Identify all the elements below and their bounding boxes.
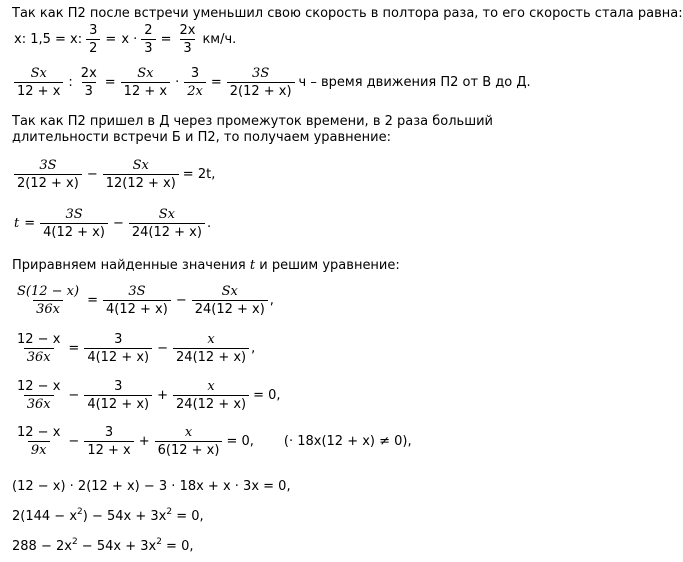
eq1-frac1: $\frac{3}{2}$ <box>86 23 100 56</box>
equation-expanded: (12 − x) · 2(12 + x) − 3 · 18x + x · 3x = 0, <box>12 479 291 494</box>
eq1-frac2: $\frac{2}{3}$ <box>141 23 155 56</box>
equation-travel-time: $\frac{Sx}{12 + x}$ : $\frac{2x}{3}$ = $\frac{Sx}{12 + x}$ · $\frac{3}{2x}$ = $\frac{3S}{2(12 + x)}$ ч – время движения П2 от В до Д. <box>12 66 533 99</box>
eq5-frac1: $\frac{S(12 - x)}{36x}$ <box>17 284 80 317</box>
eq8-frac1: $\frac{12 - x}{9x}$ <box>17 425 61 458</box>
eq8-multiplier-note: (· 18x(12 + x) ≠ 0), <box>283 434 412 449</box>
eq8-frac2: $\frac{3}{12 + x}$ <box>84 425 133 458</box>
paragraph-equate: Приравняем найденные значения t и решим уравнение: <box>12 258 400 273</box>
eq5-frac3: $\frac{Sx}{24(12 + x)}$ <box>192 284 268 317</box>
equation-zero: $\frac{12 - x}{36x}$ − $\frac{3}{4(12 + x)}$ + $\frac{x}{24(12 + x)}$ = 0, <box>12 379 283 412</box>
eq7-frac3: $\frac{x}{24(12 + x)}$ <box>173 379 249 412</box>
eq1-unit: км/ч. <box>202 32 237 47</box>
eq2-frac1: $\frac{Sx}{12 + x}$ <box>14 66 63 99</box>
equation-quadratic-1: $2(144 - x^2) - 54x + 3x^2 = 0$, <box>12 507 204 524</box>
paragraph-arrival-line2: длительности встречи Б и П2, то получаем уравнение: <box>12 130 391 145</box>
eq1-lhs: x: 1,5 = x: <box>14 32 83 47</box>
equation-speed: x: 1,5 = x: $\frac{3}{2}$ = x · $\frac{2}{3}$ = $\frac{2x}{3}$ км/ч. <box>14 23 237 56</box>
eq3-rhs: = 2t, <box>182 167 216 182</box>
eq2-frac2: $\frac{2x}{3}$ <box>80 66 97 99</box>
eq6-frac2: $\frac{3}{4(12 + x)}$ <box>84 332 152 365</box>
eq6-frac3: $\frac{x}{24(12 + x)}$ <box>173 332 249 365</box>
eq3-frac2: $\frac{Sx}{12(12 + x)}$ <box>103 158 179 191</box>
eq2-frac5: $\frac{3S}{2(12 + x)}$ <box>227 66 295 99</box>
eq2-frac4: $\frac{3}{2x}$ <box>184 66 206 99</box>
eq4-frac2: $\frac{Sx}{24(12 + x)}$ <box>129 207 205 240</box>
eq6-frac1: $\frac{12 - x}{36x}$ <box>17 332 61 365</box>
equation-t-expression: t = $\frac{3S}{4(12 + x)}$ − $\frac{Sx}{24(12 + x)}$ . <box>14 207 212 240</box>
eq3-frac1: $\frac{3S}{2(12 + x)}$ <box>14 158 82 191</box>
eq4-frac1: $\frac{3S}{4(12 + x)}$ <box>40 207 108 240</box>
paragraph-arrival-line1: Так как П2 пришел в Д через промежуток времени, в 2 раза больший <box>12 114 493 129</box>
eq2-frac3: $\frac{Sx}{12 + x}$ <box>121 66 170 99</box>
equation-quadratic-2: $288 - 2x^2 - 54x + 3x^2 = 0$, <box>12 537 194 554</box>
eq1-frac3: $\frac{2x}{3}$ <box>179 23 196 56</box>
paragraph-speed-intro: Так как П2 после встречи уменьшил свою скорость в полтора раза, то его скорость стала равна: <box>12 6 683 21</box>
eq2-tail: ч – время движения П2 от В до Д. <box>298 75 531 90</box>
equation-time-relation: $\frac{3S}{2(12 + x)}$ − $\frac{Sx}{12(12 + x)}$ = 2t, <box>12 158 217 191</box>
eq7-frac1: $\frac{12 - x}{36x}$ <box>17 379 61 412</box>
equation-equate: $\frac{12 - x}{36x}$ = $\frac{3}{4(12 + x)}$ − $\frac{x}{24(12 + x)}$ , <box>12 332 255 365</box>
eq8-frac3: $\frac{x}{6(12 + x)}$ <box>155 425 223 458</box>
equation-simplified: $\frac{12 - x}{9x}$ − $\frac{3}{12 + x}$ + $\frac{x}{6(12 + x)}$ = 0, (· 18x(12 + x) ≠ 0), <box>12 425 414 458</box>
equation-equate-s: $\frac{S(12 - x)}{36x}$ = $\frac{3S}{4(12 + x)}$ − $\frac{Sx}{24(12 + x)}$ , <box>12 284 274 317</box>
eq5-frac2: $\frac{3S}{4(12 + x)}$ <box>103 284 171 317</box>
eq7-frac2: $\frac{3}{4(12 + x)}$ <box>84 379 152 412</box>
